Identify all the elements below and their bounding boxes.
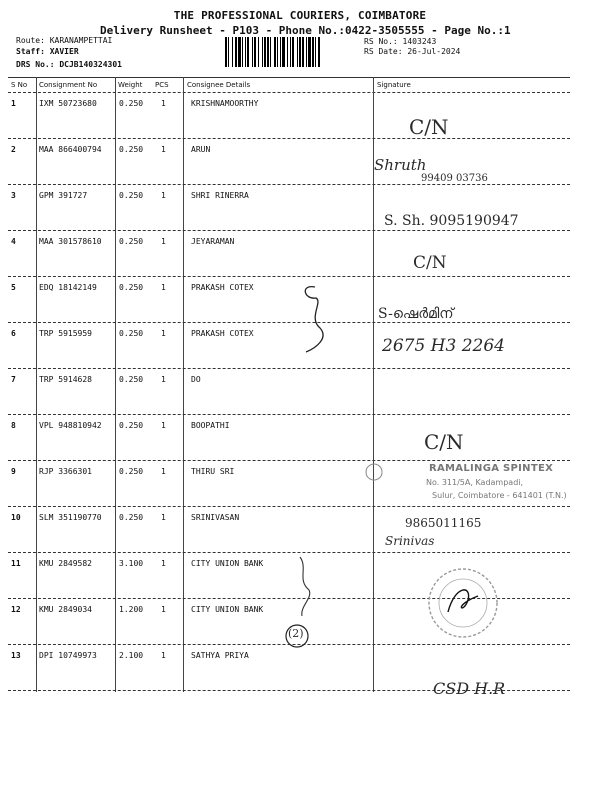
cell-consignee: PRAKASH COTEX [191,329,254,338]
cell-consignment-no: MAA 301578610 [39,237,102,246]
bank-seal-inner-icon [439,579,487,627]
cell-pcs: 1 [161,467,166,476]
bracket-mark [305,287,323,352]
rs-no-label: RS No.: [364,37,398,46]
signature-row-3: S. Sh. 9095190947 [384,213,519,229]
cell-weight: 0.250 [119,145,144,154]
bracket-mark [300,557,310,616]
drs-label: DRS No.: [16,60,55,69]
col-header-consignment: Consignment No [39,81,98,89]
signature-row-12-mark: (2) [288,627,304,640]
signature-row-4: C/N [413,253,447,273]
cell-weight: 0.250 [119,191,144,200]
stamp-address-line1: No. 311/5A, Kadampadi, [426,478,524,487]
cell-sno: 13 [11,651,21,660]
signature-row-5: S-ഷെർമിന് [378,306,454,322]
cell-consignee: ARUN [191,145,211,154]
cell-pcs: 1 [161,99,166,108]
rs-no-value: 1403243 [402,37,437,46]
col-header-sno: S No [11,81,28,89]
staff-value: XAVIER [49,47,79,56]
rs-date-label: RS Date: [364,47,403,56]
signature-scribble [448,590,478,612]
cell-weight: 0.250 [119,329,144,338]
signature-row-10-name: Srinivas [385,534,435,548]
cell-pcs: 1 [161,375,166,384]
cell-consignment-no: KMU 2849582 [39,559,92,568]
cell-consignment-no: GPM 391727 [39,191,88,200]
cell-sno: 1 [11,99,16,108]
cell-sno: 2 [11,145,16,154]
stamp-address-line2: Sulur, Coimbatore - 641401 (T.N.) [432,491,567,500]
runsheet-subtitle: Delivery Runsheet - P103 - Phone No.:0422-3505555 - Page No.:1 [100,24,511,37]
cell-pcs: 1 [161,651,166,660]
cell-weight: 0.250 [119,513,144,522]
cell-weight: 2.100 [119,651,144,660]
signature-row-8: C/N [424,430,464,454]
cell-weight: 0.250 [119,99,144,108]
route-value: KARANAMPETTAI [49,36,113,45]
cell-consignment-no: SLM 351190770 [39,513,102,522]
col-header-weight: Weight [118,81,143,89]
cell-pcs: 1 [161,145,166,154]
cell-pcs: 1 [161,191,166,200]
signature-row-6: 2675 H3 2264 [382,336,505,356]
cell-pcs: 1 [161,513,166,522]
cell-weight: 0.250 [119,237,144,246]
cell-pcs: 1 [161,421,166,430]
cell-consignment-no: KMU 2849034 [39,605,92,614]
cell-consignment-no: MAA 866400794 [39,145,102,154]
cell-consignment-no: VPL 948810942 [39,421,102,430]
cell-pcs: 1 [161,329,166,338]
col-header-signature: Signature [377,81,411,89]
stamp-company-name: RAMALINGA SPINTEX [429,463,554,474]
cell-consignee: THIRU SRI [191,467,235,476]
company-stamp [414,463,584,511]
drs-value: DCJB140324301 [59,60,122,69]
cell-consignee: KRISHNAMOORTHY [191,99,259,108]
cell-sno: 3 [11,191,16,200]
signature-row-10-phone: 9865011165 [405,516,482,530]
runsheet-title: THE PROFESSIONAL COURIERS, COIMBATORE [173,9,427,22]
cell-consignee: CITY UNION BANK [191,605,264,614]
staff-label: Staff: [16,47,45,56]
cell-consignment-no: EDQ 18142149 [39,283,97,292]
cell-sno: 7 [11,375,16,384]
rs-date-value: 26-Jul-2024 [407,47,461,56]
cell-consignment-no: DPI 10749973 [39,651,97,660]
cell-consignee: BOOPATHI [191,421,230,430]
cell-weight: 1.200 [119,605,144,614]
cell-consignment-no: TRP 5914628 [39,375,92,384]
cell-sno: 8 [11,421,16,430]
signature-row-1: C/N [409,115,449,139]
cell-consignment-no: IXM 50723680 [39,99,97,108]
cell-weight: 0.250 [119,421,144,430]
signature-row-2-name: Shruth [374,156,427,174]
cell-pcs: 1 [161,283,166,292]
cell-weight: 3.100 [119,559,144,568]
cell-weight: 0.250 [119,467,144,476]
cell-sno: 6 [11,329,16,338]
cell-pcs: 1 [161,237,166,246]
cell-consignee: CITY UNION BANK [191,559,264,568]
cell-consignment-no: TRP 5915959 [39,329,92,338]
cell-pcs: 1 [161,559,166,568]
signature-row-13: CSD H.R [433,679,506,698]
stamp-logo-icon [366,464,382,480]
cell-sno: 9 [11,467,16,476]
cell-consignee: SHRI RINERRA [191,191,249,200]
route-label: Route: [16,36,45,45]
col-header-pcs: PCS [155,81,169,89]
cell-consignee: DO [191,375,201,384]
cell-weight: 0.250 [119,283,144,292]
cell-consignee: SRINIVASAN [191,513,240,522]
cell-weight: 0.250 [119,375,144,384]
signature-row-2-phone: 99409 03736 [421,173,488,184]
cell-consignee: JEYARAMAN [191,237,235,246]
cell-sno: 4 [11,237,16,246]
col-header-consignee: Consignee Details [187,81,251,89]
cell-consignee: PRAKASH COTEX [191,283,254,292]
cell-sno: 5 [11,283,16,292]
cell-consignee: SATHYA PRIYA [191,651,249,660]
cell-pcs: 1 [161,605,166,614]
cell-sno: 10 [11,513,21,522]
cell-sno: 12 [11,605,21,614]
cell-consignment-no: RJP 3366301 [39,467,92,476]
cell-sno: 11 [11,559,21,568]
